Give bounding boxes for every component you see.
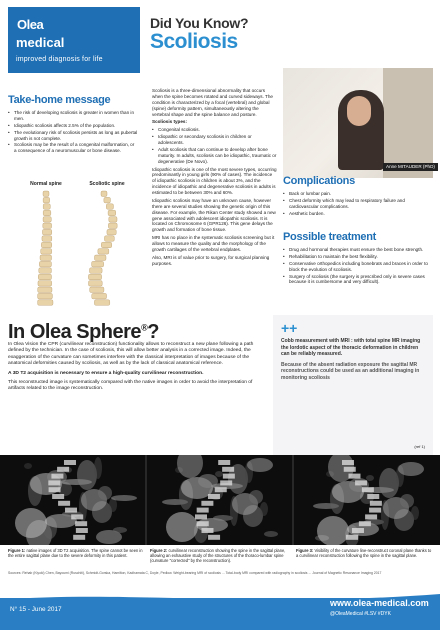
sphere-p3: This reconstructed image is systematically compared with the native images in order to avoid the interpretation of artifacts related to the image reconstruction. [8, 379, 253, 392]
treatment-item: • Conservative orthopedics including bonebrats and braces in order to block the evolution of scoliosis. [283, 261, 431, 273]
mri-images [0, 455, 440, 545]
logo-tagline: improved diagnosis for life [16, 55, 103, 63]
normal-spine-label: Normal spine [30, 181, 62, 187]
sphere-p1: In Olea Vision the CPR (curvilinear reconstruction) functionality allows to reconstruct a new plane following a path defined by the technician. In the case of scoliosis, this will allow better analysis in a corrected image. Indeed, the exaggeration of the curvature can sometimes interfere with the classical interpretation of images because of the anatomical deformities caused by scoliosis, as well as by the lack of classical anatomical reference. [8, 342, 254, 367]
highlight-box [273, 315, 433, 455]
treatment-item: • Surgery of scoliosis (the surgery is prescribed only in severe cases because it is cumbersome and very difficult). [283, 274, 431, 286]
highlight-text-2: Because of the absent radiation exposure the sagittal MR reconstructions could be used as an additional imaging in monitoring scoliosis [281, 361, 420, 381]
genetics-text: Idiopathic scoliosis may have an unknown cause, however there are several studies showing the genetic origin of this disease. For example, the Rikan Center study showed a new gene associated with adolescent idiopathic scoliosis. It is located on Chromosome 6 (GPR126). This gene delays the growth and formation of bone tissue. [152, 197, 276, 233]
incidence-text: Idiopathic scoliosis is one of the most severe types, occurring predominantly in young girls (90% of cases). The incidence of idiopathic scoliosis in children is about 3%, and the incidence of idiopathic and degenerative scoliosis in adults is estimated to be between 30% and 60%. [152, 166, 277, 195]
treatment-heading: Possible treatment [283, 231, 377, 243]
sources-text: Sources: Rehab (Kiyoki) Chen, Bayoumi (Ruschiti), Schmidt-Gorska, Hamilton, Kadhamata C, Doyle, Pedlow. Weight-bearing MRI of scoliosis ... Total-body MRI compared with radiography in scoliosis ... Journal of Magnetic Resonance Imaging 2017 [8, 571, 382, 575]
complication-item: • Chest deformity which may lead to respiratory failure and cardiovascular complications. [283, 198, 431, 210]
scoliotic-spine-label: Scoliotic spine [89, 181, 125, 187]
takehome-heading: Take-home message [8, 94, 111, 106]
sphere-title: In Olea Sphere®? [8, 321, 159, 343]
header-kicker: Did You Know? [150, 15, 249, 31]
social-handles[interactable]: @OleaMedical #LSV #DYK [330, 611, 391, 617]
takehome-item: • The risk of developing scoliosis is greater in women than in men. [8, 110, 138, 122]
photo-caption: Anne MITAUDER (PhD) [383, 163, 438, 171]
complication-item: • Back or lumbar pain. [283, 191, 431, 197]
sphere-text [8, 342, 263, 396]
type-item: • Congenital scoliosis. [152, 127, 277, 133]
treatment-item: • Drug and hormonal therapies must ensure the best bone strength. [283, 247, 431, 253]
website-link[interactable]: www.olea-medical.com [330, 598, 429, 608]
type-item: • Adult scoliosis that can continue to develop after bone maturity. In adults, scoliosis can be idiopathic, traumatic or degenerative (De Novo). [152, 147, 277, 165]
takehome-item: • Scoliosis may be the result of a congenital malformation, or a consequence of a neuromuscular or bone disease. [8, 142, 138, 154]
logo-brand: Olea [17, 17, 44, 32]
author-photo [283, 68, 433, 178]
plus-icon: ++ [281, 320, 298, 336]
figure-caption-2: Figure 2: curvilinear reconstruction showing the spine in the sagittal plane, allowing an exhaustive study of the structures of the thoraco-lumbar spine (curvature "corrected" by the reconstruction). [150, 548, 286, 564]
takehome-item: • Idiopathic scoliosis affects 2.5% of the population. [8, 123, 138, 129]
types-heading: Scoliosis types: [152, 119, 187, 125]
mri-text: MRI has no place in the systematic scoliosis screening but it allows to measure the quality and the morphology of the growth cartilages of the vertebral endplates. [152, 235, 275, 252]
surgery-text: Also, MRI is of value prior to surgery, for surgical planning purposes. [152, 254, 270, 266]
type-item: • Idiopathic or secondary scoliosis in children or adolescents. [152, 134, 277, 146]
complications-heading: Complications [283, 175, 355, 187]
highlight-text-1: Cobb measurement with MRI : with total spine MR imaging the lordotic aspect of the thoracic deformation in children can be reliably measured. [281, 338, 421, 358]
spine-illustration [14, 189, 144, 311]
takehome-item: • The evolutionary risk of scoliosis persists as long as pubertal growth is not complete. [8, 130, 138, 142]
treatment-section [283, 230, 431, 286]
figure-caption-1: Figure 1: native images of 3D T2 acquisition. The spine cannot be seen in the entire sagittal plane due to the severe deformity in this patient. [8, 548, 143, 559]
complication-item: • Aesthetic burden. [283, 211, 431, 217]
takehome-section [8, 93, 138, 155]
sphere-p2: A 3D T2 acquisition is necessary to ensure a high-quality curvilinear reconstruction. [8, 370, 204, 376]
highlight-ref: (ref 1) [414, 443, 425, 449]
complications-section [283, 174, 431, 218]
intro-text: Scoliosis is a three-dimensional abnormality that occurs when the spine becomes rotated and curved sideways. The condition is characterized by a focal (vertebral) and global (spine) deformity pattern, simultaneously altering the vertebral shape and the spine balance and posture. [152, 88, 273, 117]
middle-column [152, 88, 277, 269]
treatment-item: • Rehabilitation to maintain the best flexibility. [283, 254, 431, 260]
issue-number: N° 15 - June 2017 [10, 606, 62, 613]
page-title: Scoliosis [150, 30, 238, 53]
olea-logo [8, 7, 140, 73]
logo-sub: medical [16, 35, 65, 50]
figure-caption-3: Figure 3: Visibility of the curvature line-reconstruct coronal plane thanks to a curvilinear reconstruction following the spine in the sagittal plane. [296, 548, 432, 559]
